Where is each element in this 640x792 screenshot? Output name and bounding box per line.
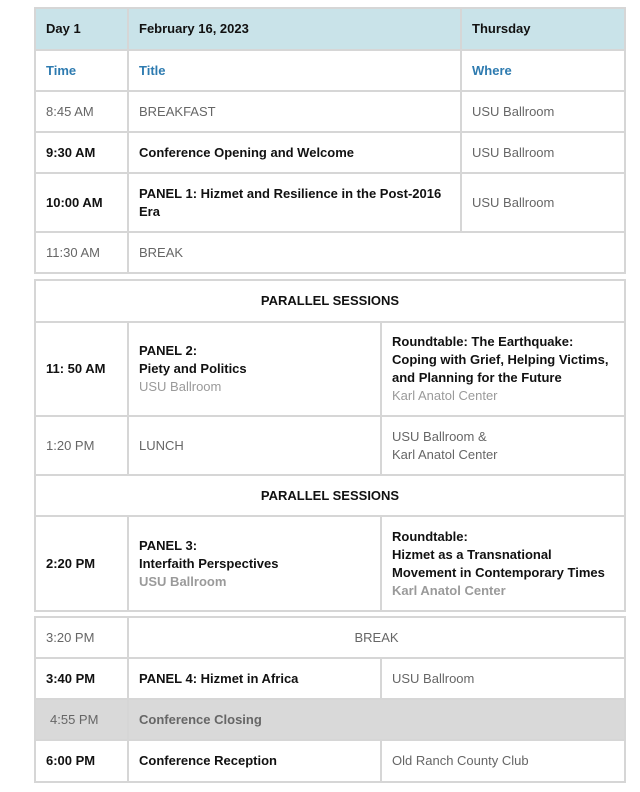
column-header-row <box>35 50 625 91</box>
parallel-heading-row <box>35 475 625 516</box>
row-time: 6:00 PM <box>35 740 128 782</box>
session-left-location: USU Ballroom <box>139 379 222 394</box>
session-left-title: Interfaith Perspectives <box>139 555 279 571</box>
parallel-sessions-heading: PARALLEL SESSIONS <box>35 280 625 322</box>
column-header-where: Where <box>461 50 625 91</box>
session-right-title: Roundtable: The Earthquake: Coping with Grief, Helping Victims, and Planning for the Future <box>392 334 609 385</box>
row-time: 3:20 PM <box>35 617 128 658</box>
row-title: BREAK <box>128 232 625 273</box>
row-time: 10:00 AM <box>35 173 128 232</box>
row-time: 9:30 AM <box>35 132 128 173</box>
table-row <box>35 699 625 740</box>
session-left-label: PANEL 3: <box>139 537 198 553</box>
session-left-label: PANEL 2: <box>139 343 198 358</box>
table-row <box>35 516 625 611</box>
column-header-title: Title <box>128 50 461 91</box>
row-title: PANEL 1: Hizmet and Resilience in the Post-2016 Era <box>128 173 461 232</box>
row-where: USU Ballroom <box>461 91 625 132</box>
session-right-location: Karl Anatol Center <box>392 388 498 403</box>
session-right <box>381 322 625 416</box>
row-title: BREAKFAST <box>128 91 461 132</box>
table-row <box>35 740 625 782</box>
row-title: PANEL 4: Hizmet in Africa <box>128 658 381 699</box>
session-left <box>128 322 381 416</box>
row-time: 2:20 PM <box>35 516 128 611</box>
parallel-sessions-heading: PARALLEL SESSIONS <box>35 475 625 516</box>
table-row <box>35 91 625 132</box>
row-time: 11:30 AM <box>35 232 128 273</box>
day1-schedule-table <box>34 7 626 274</box>
afternoon-schedule-table <box>34 616 626 783</box>
row-where-line1: USU Ballroom & <box>392 428 487 444</box>
weekday-label: Thursday <box>461 8 625 50</box>
row-title: BREAK <box>128 617 625 658</box>
row-time: 1:20 PM <box>35 416 128 475</box>
row-title: Conference Closing <box>128 699 625 740</box>
table-row <box>35 658 625 699</box>
session-left <box>128 516 381 611</box>
table-row <box>35 322 625 416</box>
row-time: 11: 50 AM <box>35 322 128 416</box>
table-row <box>35 173 625 232</box>
table-row <box>35 232 625 273</box>
column-header-time: Time <box>35 50 128 91</box>
parallel-heading-row <box>35 280 625 322</box>
date-label: February 16, 2023 <box>128 8 461 50</box>
table-row <box>35 132 625 173</box>
session-left-location: USU Ballroom <box>139 573 227 589</box>
row-where: USU Ballroom <box>381 658 625 699</box>
parallel-sessions-table <box>34 279 626 612</box>
row-where: USU Ballroom <box>461 132 625 173</box>
row-time: 3:40 PM <box>35 658 128 699</box>
session-right-label: Roundtable: <box>392 528 468 544</box>
session-left-title: Piety and Politics <box>139 361 247 376</box>
session-right <box>381 516 625 611</box>
session-right-location: Karl Anatol Center <box>392 582 506 598</box>
row-where: USU Ballroom <box>461 173 625 232</box>
row-time: 4:55 PM <box>35 699 128 740</box>
row-time: 8:45 AM <box>35 91 128 132</box>
row-where: Old Ranch County Club <box>381 740 625 782</box>
session-right-title: Hizmet as a Transnational Movement in Contemporary Times <box>392 546 605 580</box>
day-label: Day 1 <box>35 8 128 50</box>
row-where-line2: Karl Anatol Center <box>392 446 498 462</box>
day-header-row <box>35 8 625 50</box>
row-title: LUNCH <box>128 416 381 475</box>
row-title: Conference Reception <box>128 740 381 782</box>
row-where <box>381 416 625 475</box>
row-title: Conference Opening and Welcome <box>128 132 461 173</box>
table-row <box>35 617 625 658</box>
table-row <box>35 416 625 475</box>
